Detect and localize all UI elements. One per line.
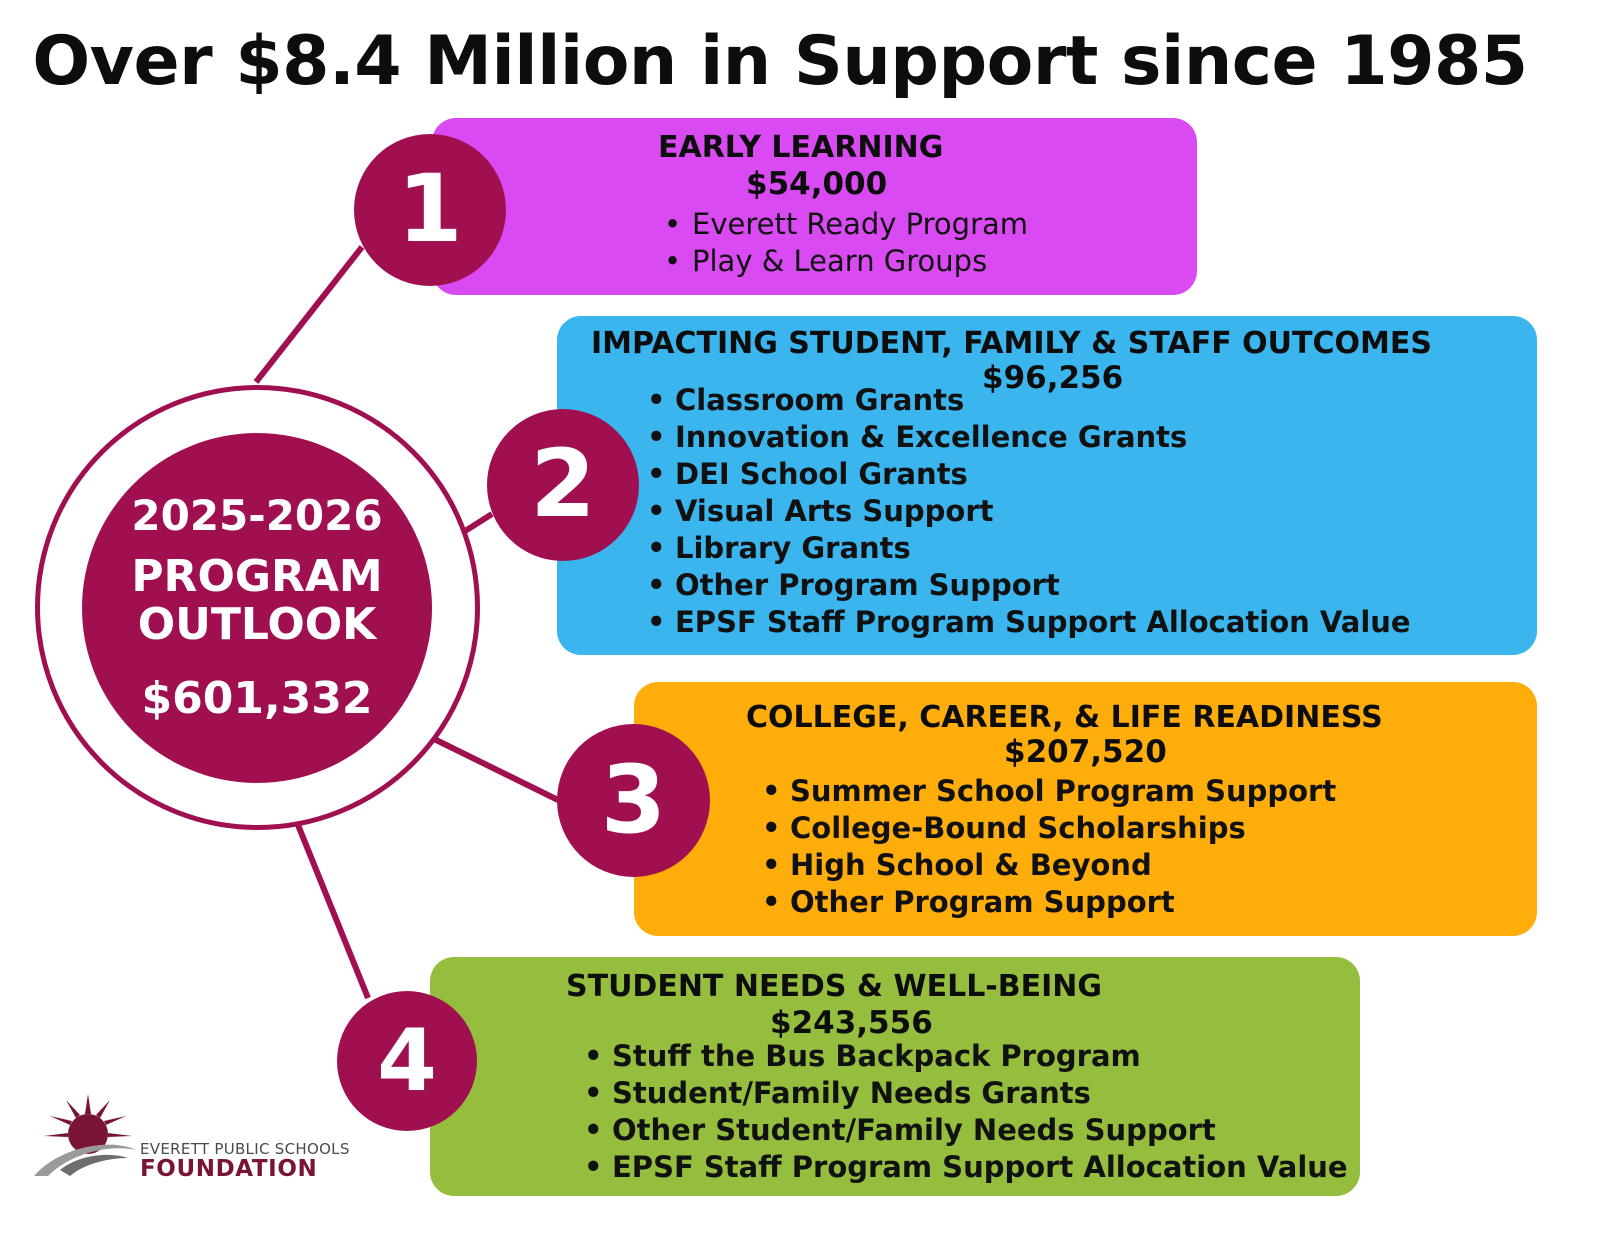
list-item: • Play & Learn Groups [658, 243, 1028, 280]
hub-label-line2: OUTLOOK [137, 599, 377, 650]
category-heading: STUDENT NEEDS & WELL-BEING [566, 969, 1103, 1004]
hub-year: 2025-2026 [131, 491, 383, 540]
category-card-early-learning [432, 118, 1197, 295]
program-outlook-hub [82, 433, 432, 783]
category-heading: COLLEGE, CAREER, & LIFE READINESS [746, 700, 1383, 735]
list-item: • Visual Arts Support [641, 493, 1411, 530]
category-amount: $207,520 [1004, 734, 1167, 770]
category-heading: IMPACTING STUDENT, FAMILY & STAFF OUTCOMES [591, 326, 1432, 361]
list-item: • Classroom Grants [641, 382, 1411, 419]
list-item: • Other Student/Family Needs Support [578, 1112, 1348, 1149]
list-item: • College-Bound Scholarships [756, 810, 1336, 847]
foundation-logo [30, 1092, 350, 1187]
hub-label-line1: PROGRAM [131, 551, 383, 602]
list-item: • Other Program Support [641, 567, 1411, 604]
category-items [756, 773, 1336, 921]
number-badge-3: 3 [557, 724, 710, 877]
category-card-well-being [430, 957, 1360, 1196]
list-item: • Student/Family Needs Grants [578, 1075, 1348, 1112]
category-card-outcomes [557, 316, 1537, 655]
list-item: • Stuff the Bus Backpack Program [578, 1038, 1348, 1075]
list-item: • Innovation & Excellence Grants [641, 419, 1411, 456]
category-amount: $96,256 [982, 360, 1124, 396]
category-items [641, 382, 1411, 641]
list-item: • EPSF Staff Program Support Allocation Value [641, 604, 1411, 641]
connector-line-3 [428, 736, 558, 800]
hub-total: $601,332 [141, 673, 373, 724]
number-badge-2: 2 [487, 409, 639, 561]
category-heading: EARLY LEARNING [658, 130, 944, 165]
category-amount: $243,556 [770, 1005, 933, 1041]
list-item: • High School & Beyond [756, 847, 1336, 884]
page-title: Over $8.4 Million in Support since 1985 [32, 22, 1528, 101]
category-amount: $54,000 [746, 166, 888, 202]
list-item: • EPSF Staff Program Support Allocation Value [578, 1149, 1348, 1186]
connector-line-2 [462, 514, 492, 533]
list-item: • Library Grants [641, 530, 1411, 567]
category-card-readiness [634, 682, 1537, 936]
category-items [578, 1038, 1348, 1186]
logo-line-2: FOUNDATION [140, 1156, 318, 1182]
category-items [658, 206, 1028, 280]
list-item: • Other Program Support [756, 884, 1336, 921]
sunburst-logo-icon [30, 1092, 140, 1187]
hub-label [82, 553, 432, 649]
number-badge-4: 4 [337, 991, 477, 1131]
list-item: • Everett Ready Program [658, 206, 1028, 243]
logo-line-1: EVERETT PUBLIC SCHOOLS [140, 1140, 350, 1158]
list-item: • DEI School Grants [641, 456, 1411, 493]
number-badge-1: 1 [354, 134, 506, 286]
list-item: • Summer School Program Support [756, 773, 1336, 810]
connector-line-4 [296, 820, 368, 998]
connector-line-1 [256, 247, 362, 382]
